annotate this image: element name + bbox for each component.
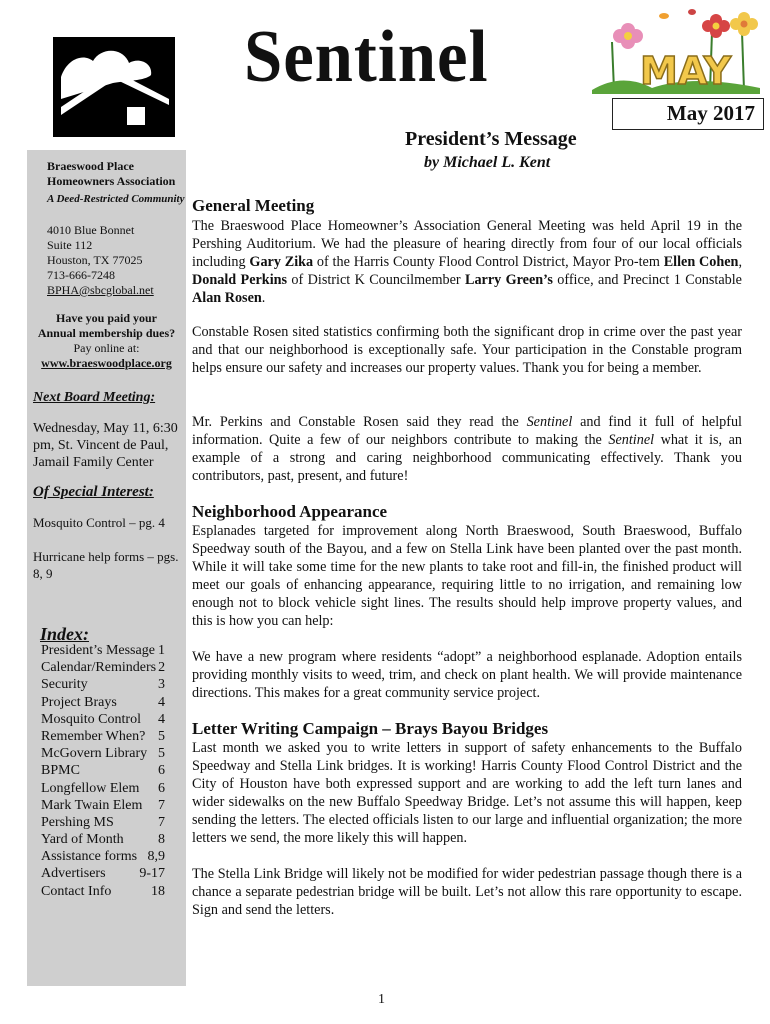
index-row — [41, 780, 165, 797]
paragraph-text: and find it full of helpful information. Quite a few of our neighbors contribute to making the — [192, 414, 742, 448]
index-label: Assistance forms — [41, 849, 138, 865]
address-line: Houston, TX 77025 — [47, 253, 143, 267]
index-row — [41, 883, 165, 900]
index-page: 18 — [151, 883, 165, 899]
issue-date-box — [612, 98, 764, 130]
index-page: 2 — [158, 660, 166, 676]
index-heading: Index: — [40, 624, 89, 644]
official-name: Gary Zika — [249, 254, 314, 270]
index-label: Mark Twain Elem — [41, 797, 143, 813]
section-heading-general-meeting: General Meeting — [192, 196, 315, 215]
address-line: 4010 Blue Bonnet — [47, 223, 135, 237]
index-page: 4 — [158, 694, 165, 710]
index-row — [41, 711, 165, 728]
section-heading-letter-writing: Letter Writing Campaign – Brays Bayou Bridges — [192, 719, 549, 738]
paragraph-text: The Braeswood Place Homeowner’s Association General Meeting was held April 19 in the Pershing Auditorium. We had the pleasure of hearing directly from four of our local officials including — [192, 218, 742, 270]
index-label: McGovern Library — [41, 746, 148, 762]
dues-pay-online: Pay online at: — [73, 341, 140, 355]
paragraph-text: what it is, an example of a strong and caring neighborhood communicating effectively. Thank you contributors, past, present, and future! — [192, 432, 742, 484]
paragraph-text: office, and Precinct 1 Constable — [552, 272, 742, 288]
index-row — [41, 762, 165, 779]
index-label: Yard of Month — [41, 832, 124, 848]
index-label: Contact Info — [41, 883, 112, 899]
association-logo — [53, 37, 175, 137]
paragraph-text: , — [738, 254, 742, 270]
board-meeting-details: Wednesday, May 11, 6:30 pm, St. Vincent de Paul, Jamail Family Center — [33, 421, 178, 470]
index-page: 4 — [158, 711, 165, 727]
official-name: Ellen Cohen — [663, 254, 739, 270]
paragraph: The Stella Link Bridge will likely not be modified for wider pedestrian passage though there is a chance a separate pedestrian bridge will be built. Let’s not allow this rare opportunity to escape. Sign and send the letters. — [192, 866, 742, 918]
index-label: Longfellow Elem — [41, 780, 140, 796]
index-label: Security — [41, 677, 88, 693]
house-logo-icon — [53, 37, 175, 137]
index-row — [41, 728, 165, 745]
publication-name: Sentinel — [608, 432, 655, 448]
index-label: Advertisers — [41, 866, 106, 882]
email-link[interactable]: BPHA@sbcglobal.net — [47, 283, 154, 297]
deed-restricted-tagline: A Deed-Restricted Community — [47, 193, 185, 205]
index-row — [41, 642, 165, 659]
page-number: 1 — [378, 992, 385, 1007]
paragraph — [192, 413, 742, 485]
index-label: Project Brays — [41, 694, 117, 710]
may-art-word: MAY — [640, 49, 732, 93]
index-label: Pershing MS — [41, 814, 114, 830]
address-line: Suite 112 — [47, 238, 93, 252]
index-page: 1 — [158, 643, 165, 658]
may-flowers-art — [592, 2, 760, 94]
phone-number: 713-666-7248 — [47, 268, 115, 282]
paragraph-text: of the Harris County Flood Control District, Mayor Pro-tem — [313, 254, 664, 270]
index-page: 5 — [158, 746, 165, 762]
dues-reminder — [29, 311, 184, 371]
index-label: BPMC — [41, 763, 80, 779]
official-name: Donald Perkins — [192, 272, 288, 288]
address-block — [47, 223, 154, 298]
article-author: by Michael L. Kent — [424, 154, 551, 171]
index-row — [41, 814, 165, 831]
flowers-illustration-icon — [592, 2, 760, 94]
index-page: 5 — [158, 728, 165, 744]
index-row — [41, 745, 165, 762]
index-row — [41, 694, 165, 711]
index-label: Calendar/Reminders — [41, 660, 157, 676]
association-name-line: Homeowners Association — [47, 174, 176, 188]
index-row — [41, 797, 165, 814]
paragraph: Last month we asked you to write letters in support of safety enhancements to the Buffalo Speedway and Stella Link bridges. It is working! Harris County Flood Control District and the City of Houston have both expressed support and are working to add the left turn lanes and wider sidewalks on the new Buffalo Speedway Bridge. Let’s not assume this will happen, keep sending the letters. The elected officials listen to our large and influential organization; the more letters we send, the more likely this will happen. — [192, 740, 742, 846]
issue-date: May 2017 — [666, 101, 755, 125]
association-name — [47, 159, 175, 189]
special-interest-item: Mosquito Control – pg. 4 — [33, 515, 165, 530]
website-link[interactable]: www.braeswoodplace.org — [41, 356, 172, 370]
index-page: 6 — [158, 780, 165, 796]
index-page: 9-17 — [139, 866, 165, 882]
official-name: Larry Green’s — [464, 272, 553, 288]
paragraph — [192, 217, 742, 307]
index-page: 7 — [158, 814, 165, 830]
index-row — [41, 831, 165, 848]
paragraph-text: Mr. Perkins and Constable Rosen said they read the — [192, 414, 527, 430]
index-row — [41, 659, 165, 676]
section-heading-neighborhood-appearance: Neighborhood Appearance — [192, 502, 388, 521]
index-page: 7 — [158, 797, 165, 813]
paragraph-text: of District K Councilmember — [287, 272, 465, 288]
index-page: 6 — [158, 763, 165, 779]
special-interest-item: Hurricane help forms – pgs. 8, 9 — [33, 549, 179, 581]
index-page: 8,9 — [147, 849, 165, 865]
index-row — [41, 865, 165, 882]
index-list — [41, 642, 165, 900]
index-label: President’s Message — [41, 643, 155, 658]
paragraph: Constable Rosen sited statistics confirming both the significant drop in crime over the past year and that our neighborhood is exceptionally safe. Your participation in the Constable program helps ensure our safety and increases our property values. Thank you for being a member. — [192, 324, 742, 376]
index-page: 8 — [158, 832, 165, 848]
dues-question-line: Annual membership dues? — [37, 326, 176, 340]
article-title: President’s Message — [405, 128, 577, 150]
special-interest-heading: Of Special Interest: — [33, 484, 154, 500]
dues-question — [29, 311, 184, 341]
board-meeting-heading: Next Board Meeting: — [33, 390, 156, 405]
paragraph-text: . — [261, 290, 266, 306]
publication-name: Sentinel — [526, 414, 573, 430]
association-name-line: Braeswood Place — [47, 159, 134, 173]
paragraph: Esplanades targeted for improvement along North Braeswood, South Braeswood, Buffalo Speedway south of the Bayou, and a few on Stella Link have been planted over the past month. While it will take some time for the new plants to take root and fill-in, the finished product will meet our goals of enhancing appearance, requiring little to no irrigation, and remaining low enough not to block vehicle sight lines. The results should help improve property values, and this is how you can help: — [192, 523, 742, 629]
index-label: Mosquito Control — [41, 711, 141, 727]
paragraph: We have a new program where residents “adopt” a neighborhood esplanade. Adoption entails providing monthly visits to weed, trim, and check on plant health. We will provide maintenance directions. This makes for a great community service project. — [192, 649, 742, 701]
index-label: Remember When? — [41, 728, 146, 744]
index-row — [41, 676, 165, 693]
index-page: 3 — [158, 677, 165, 693]
official-name: Alan Rosen — [192, 290, 262, 306]
masthead-title: Sentinel — [244, 16, 489, 98]
dues-question-line: Have you paid your — [55, 311, 157, 325]
index-row — [41, 848, 165, 865]
